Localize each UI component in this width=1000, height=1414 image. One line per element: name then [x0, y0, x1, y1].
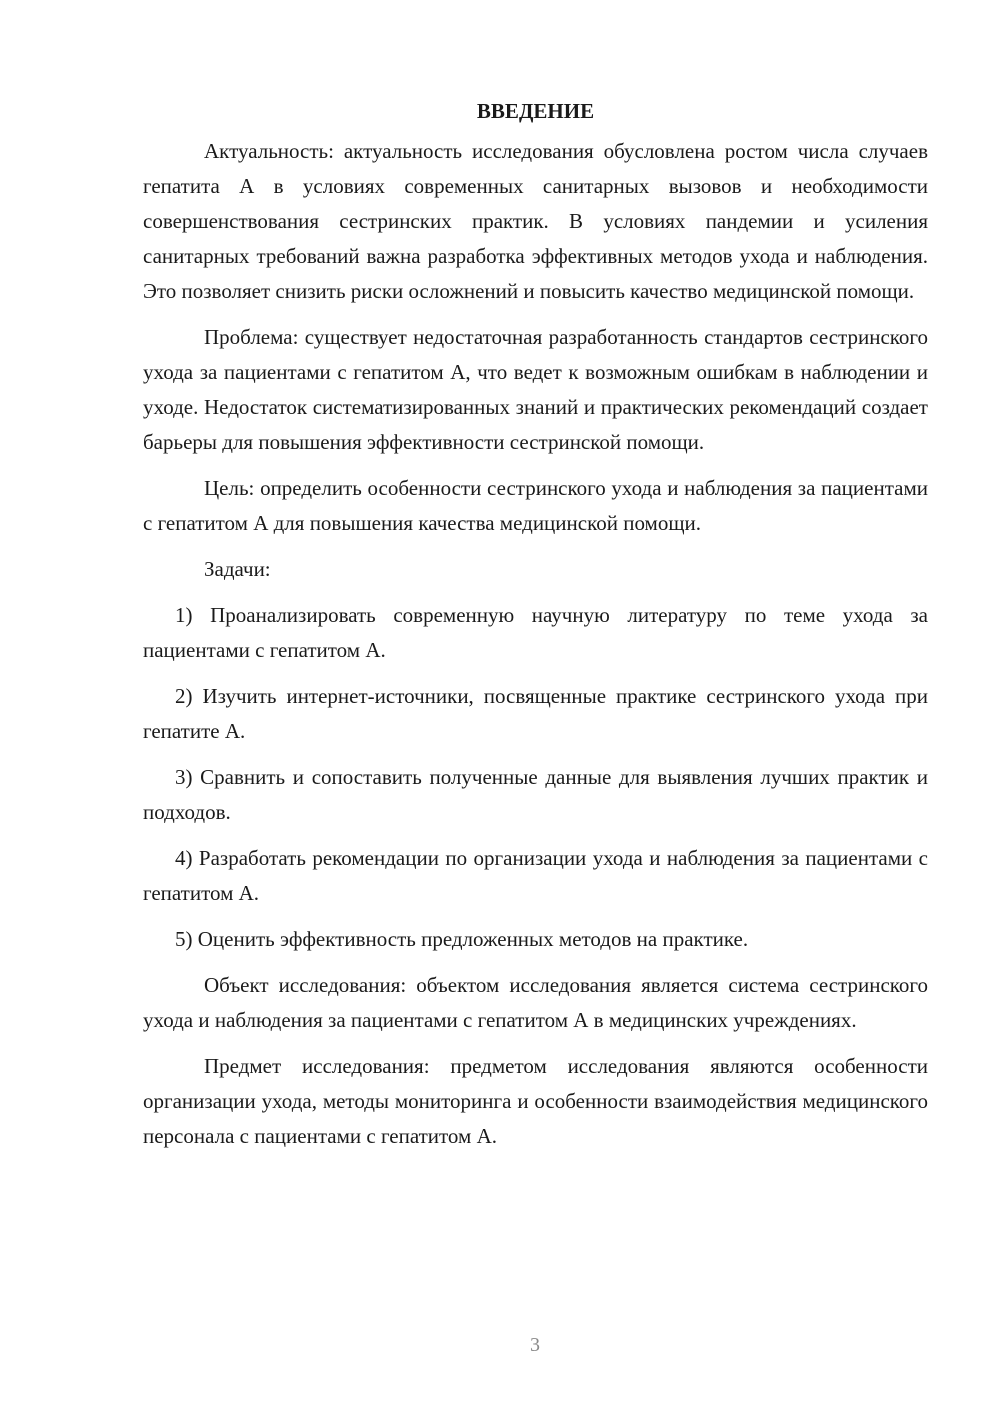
- document-title: ВВЕДЕНИЕ: [476, 99, 595, 123]
- document-page: [143, 96, 928, 1165]
- task-item-1: 1) Проанализировать современную научную литературу по теме ухода за пациентами с гепатитом А.: [143, 603, 928, 662]
- paragraph-tasks-heading: Задачи:: [204, 557, 271, 581]
- page-number: 3: [530, 1334, 540, 1356]
- paragraph-goal: Цель: определить особенности сестринского ухода и наблюдения за пациентами с гепатитом А для повышения качества медицинской помощи.: [143, 476, 928, 535]
- task-item-5: 5) Оценить эффективность предложенных методов на практике.: [175, 927, 749, 951]
- task-item-2: 2) Изучить интернет-источники, посвященные практике сестринского ухода при гепатите А.: [143, 684, 928, 743]
- task-item-3: 3) Сравнить и сопоставить полученные данные для выявления лучших практик и подходов.: [143, 765, 928, 824]
- task-item-4: 4) Разработать рекомендации по организации ухода и наблюдения за пациентами с гепатитом А.: [143, 846, 928, 905]
- paragraph-object: Объект исследования: объектом исследования является система сестринского ухода и наблюдения за пациентами с гепатитом А в медицинских учреждениях.: [143, 973, 928, 1032]
- paragraph-subject: Предмет исследования: предметом исследования являются особенности организации ухода, методы мониторинга и особенности взаимодействия медицинского персонала с пациентами с гепатитом А.: [143, 1054, 928, 1148]
- paragraph-problem: Проблема: существует недостаточная разработанность стандартов сестринского ухода за пациентами с гепатитом А, что ведет к возможным ошибкам в наблюдении и уходе. Недостаток систематизированных знаний и практических рекомендаций создает барьеры для повышения эффективности сестринской помощи.: [143, 325, 928, 454]
- paragraph-relevance: Актуальность: актуальность исследования обусловлена ростом числа случаев гепатита А в условиях современных санитарных вызовов и необходимости совершенствования сестринских практик. В условиях пандемии и усиления санитарных требований важна разработка эффективных методов ухода и наблюдения. Это позволяет снизить риски осложнений и повысить качество медицинской помощи.: [143, 139, 928, 303]
